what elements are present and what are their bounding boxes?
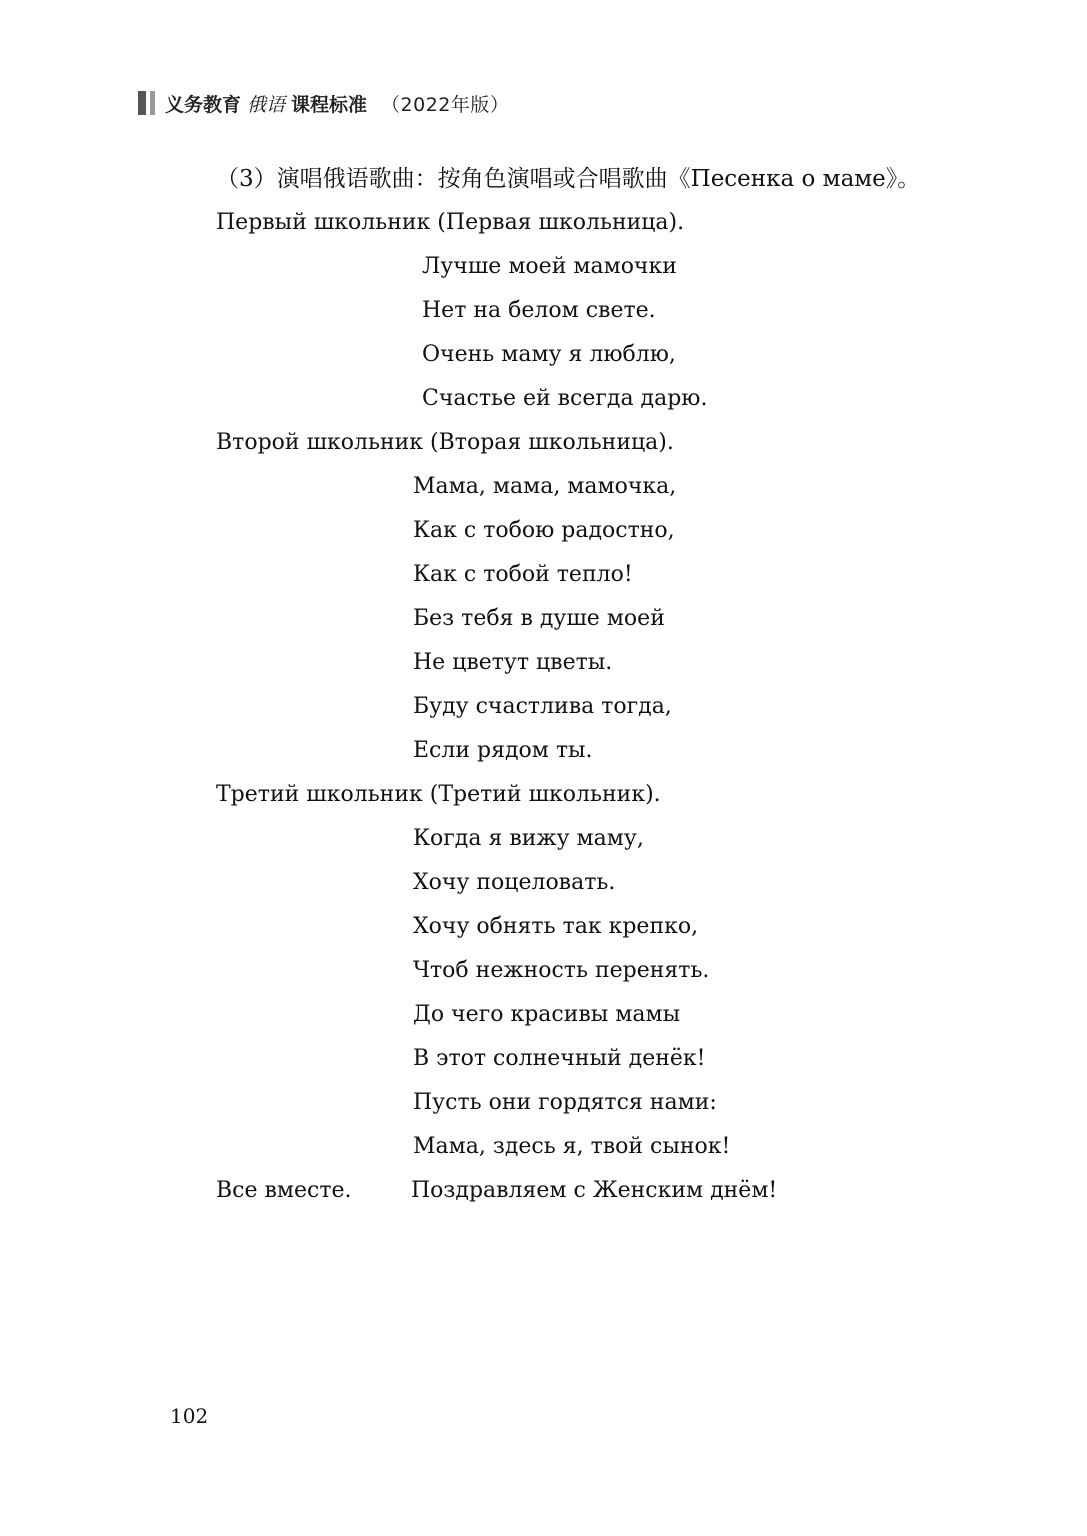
verse-line: Как с тобою радостно, (413, 518, 675, 543)
header-bar-thin (150, 91, 155, 115)
verse-line: Чтоб нежность перенять. (413, 958, 710, 983)
verse-line: Очень маму я люблю, (422, 342, 676, 367)
page-number: 102 (170, 1404, 209, 1428)
role-third-student: Третий школьник (Третий школьник). (216, 782, 661, 807)
verse-line: Лучше моей мамочки (422, 254, 677, 279)
running-header (138, 88, 509, 118)
verse-line: Без тебя в душе моей (413, 606, 665, 631)
verse-line: Хочу поцеловать. (413, 870, 616, 895)
verse-line: До чего красивы мамы (413, 1002, 681, 1027)
header-title-part2: 课程标准 (291, 93, 368, 116)
verse-line: Нет на белом свете. (422, 298, 656, 323)
verse-line: Как с тобой тепло! (413, 562, 633, 587)
role-first-student: Первый школьник (Первая школьница). (216, 210, 685, 235)
verse-line: Буду счастлива тогда, (413, 694, 672, 719)
header-title-italic: 俄语 (247, 93, 286, 116)
verse-line: Пусть они гордятся нами: (413, 1090, 717, 1115)
header-bar-icon (138, 91, 155, 115)
role-all-together: Все вместе. (216, 1178, 352, 1203)
header-title-part1: 义务教育 (165, 93, 242, 116)
final-verse-line: Поздравляем с Женским днём! (411, 1178, 778, 1203)
verse-line: Мама, мама, мамочка, (413, 474, 677, 499)
verse-line: Счастье ей всегда дарю. (422, 386, 708, 411)
verse-line: Не цветут цветы. (413, 650, 613, 675)
verse-line: Если рядом ты. (413, 738, 593, 763)
verse-line: Мама, здесь я, твой сынок! (413, 1134, 731, 1159)
verse-line: Когда я вижу маму, (413, 826, 644, 851)
task-heading: （3）演唱俄语歌曲：按角色演唱或合唱歌曲《Песенка о маме》。 (216, 166, 921, 192)
verse-line: В этот солнечный денёк! (413, 1046, 706, 1071)
verse-line: Хочу обнять так крепко, (413, 914, 699, 939)
header-bar-thick (138, 91, 146, 115)
role-second-student: Второй школьник (Вторая школьница). (216, 430, 674, 455)
header-edition: （2022年版） (381, 93, 510, 116)
